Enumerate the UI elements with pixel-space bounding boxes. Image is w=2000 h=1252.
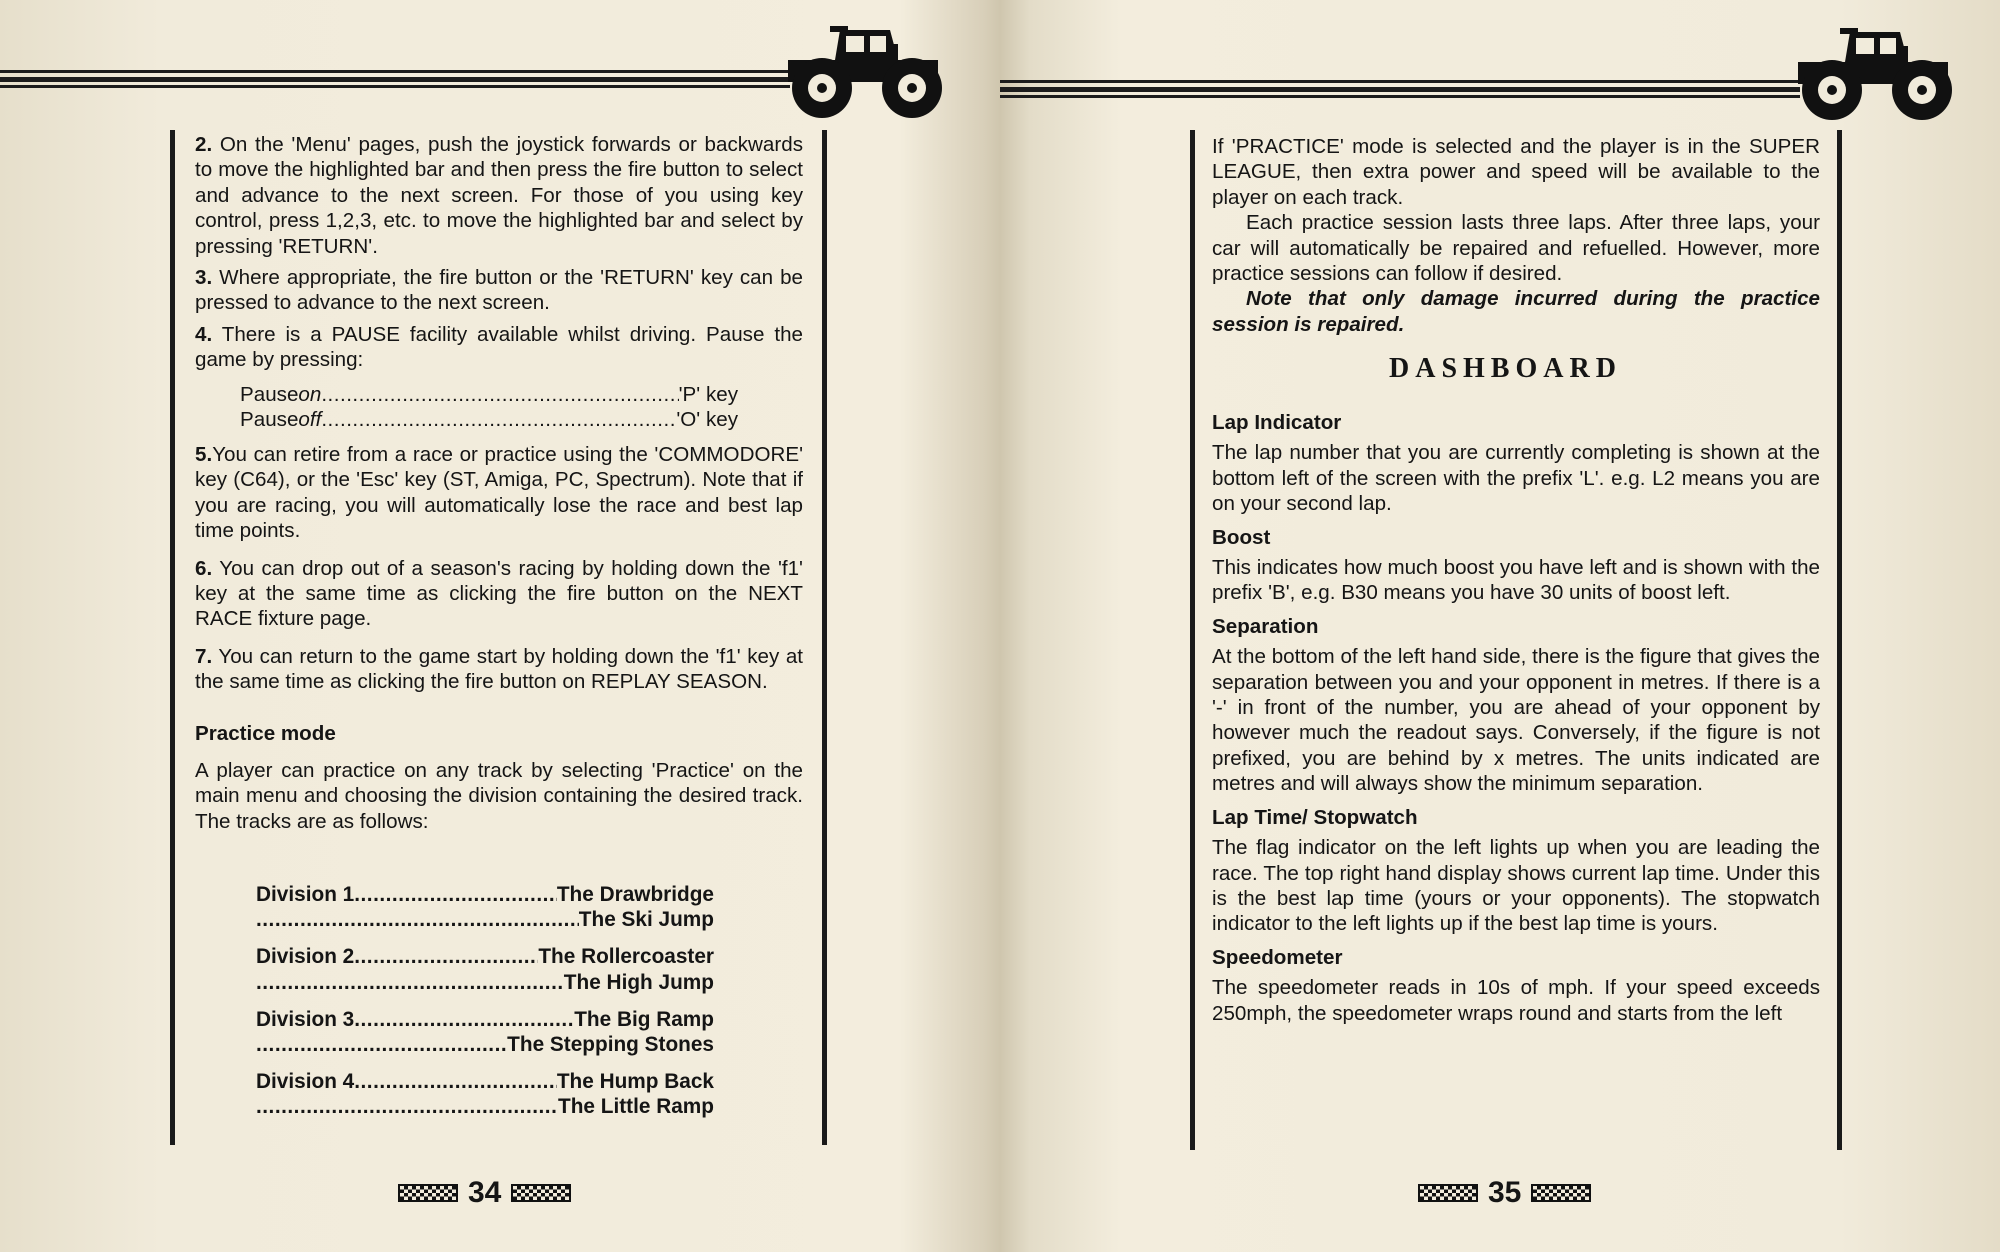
separation-heading: Separation	[1212, 614, 1319, 638]
instruction-5: 5.You can retire from a race or practice using the 'COMMODORE' key (C64), or the 'Esc' key (ST, Amiga, PC, Spectrum). Note that if you are racing, you will automatically lose the race and best lap time points.	[195, 443, 803, 543]
instructions-column-2	[195, 442, 803, 834]
pause-on-line: Pause on ..... 'P' key	[240, 382, 738, 407]
lap-indicator-text: The lap number that you are currently completing is shown at the bottom left of the screen with the prefix 'L'. e.g. L2 means you are on your second lap.	[1212, 441, 1820, 516]
page-number: 34	[468, 1176, 502, 1209]
practice-intro: If 'PRACTICE' mode is selected and the player is in the SUPER LEAGUE, then extra power and speed will be available to the player on each track.	[1212, 135, 1820, 209]
pause-off-line: Pause off ..... 'O' key	[240, 407, 738, 432]
page-number: 35	[1488, 1176, 1522, 1209]
division-3: Division 3 ..... The Big Ramp ..... The Stepping Stones	[256, 1007, 714, 1057]
separation-text: At the bottom of the left hand side, there is the figure that gives the separation between you and your opponent in metres. If there is a '-' in front of the number, you are ahead of your opponent by however much the readout says. Conversely, if the figure is not prefixed, you are behind by x metres. The units indicated are metres and will always show the minimum separation.	[1212, 645, 1820, 796]
speedometer-text: The speedometer reads in 10s of mph. If your speed exceeds 250mph, the speedometer wraps round and starts from the left	[1212, 976, 1820, 1025]
checkered-flag-icon	[398, 1184, 458, 1202]
page-footer-34	[398, 1178, 571, 1208]
instruction-3: 3. Where appropriate, the fire button or the 'RETURN' key can be pressed to advance to the next screen.	[195, 266, 803, 315]
right-page	[1000, 0, 2000, 1252]
dashboard-title: DASHBOARD	[1389, 353, 1622, 384]
left-column-bar	[170, 130, 175, 1145]
instruction-6: 6. You can drop out of a season's racing by holding down the 'f1' key at the same time as clicking the fire button on the NEXT RACE fixture page.	[195, 556, 803, 631]
division-list	[256, 882, 714, 1120]
page-footer-35	[1418, 1178, 1591, 1208]
lap-indicator-heading: Lap Indicator	[1212, 411, 1342, 434]
instruction-2: 2. On the 'Menu' pages, push the joystick forwards or backwards to move the highlighted bar and then press the fire button to select and advance to the next screen. For those of you using key control, press 1,2,3, etc. to move the highlighted bar and select by pressing 'RETURN'.	[195, 133, 803, 258]
checkered-flag-icon	[511, 1184, 571, 1202]
division-4: Division 4 ..... The Hump Back ..... The Little Ramp	[256, 1069, 714, 1119]
instruction-4: 4. There is a PAUSE facility available whilst driving. Pause the game by pressing:	[195, 322, 803, 372]
practice-mode-text: A player can practice on any track by selecting 'Practice' on the main menu and choosing the division containing the desired track. The tracks are as follows:	[195, 759, 803, 833]
division-1: Division 1 ..... The Drawbridge ..... The Ski Jump	[256, 882, 714, 932]
practice-mode-heading: Practice mode	[195, 721, 336, 745]
speedometer-heading: Speedometer	[1212, 945, 1343, 969]
practice-note: Note that only damage incurred during the practice session is repaired.	[1212, 287, 1820, 336]
right-column-bar	[822, 130, 827, 1145]
left-column-bar	[1190, 130, 1195, 1150]
pause-keys	[240, 382, 738, 433]
monster-truck-icon	[1790, 24, 1966, 124]
dashboard-sections	[1212, 410, 1820, 1026]
boost-text: This indicates how much boost you have left and is shown with the prefix 'B', e.g. B30 means you have 30 units of boost left.	[1212, 556, 1820, 605]
lap-time-heading: Lap Time/ Stopwatch	[1212, 805, 1418, 829]
dashboard-column	[1212, 134, 1820, 337]
right-column-bar	[1837, 130, 1842, 1150]
monster-truck-icon	[780, 22, 956, 122]
lap-time-text: The flag indicator on the left lights up when you are leading the race. The top right hand display shows current lap time. Under this is the best lap time (yours or your opponents). The stopwatch indicator to the left lights up if the best lap time is yours.	[1212, 836, 1820, 936]
instructions-column	[195, 132, 803, 373]
header-rule-left	[0, 70, 790, 94]
practice-laps: Each practice session lasts three laps. After three laps, your car will automatically be repaired and refuelled. However, more practice sessions can follow if desired.	[1212, 211, 1820, 286]
instruction-7: 7. You can return to the game start by holding down the 'f1' key at the same time as clicking the fire button on REPLAY SEASON.	[195, 644, 803, 694]
checkered-flag-icon	[1531, 1184, 1591, 1202]
division-2: Division 2 ..... The Rollercoaster ..... The High Jump	[256, 944, 714, 994]
header-rule-right	[1000, 80, 1800, 104]
boost-heading: Boost	[1212, 525, 1271, 549]
checkered-flag-icon	[1418, 1184, 1478, 1202]
